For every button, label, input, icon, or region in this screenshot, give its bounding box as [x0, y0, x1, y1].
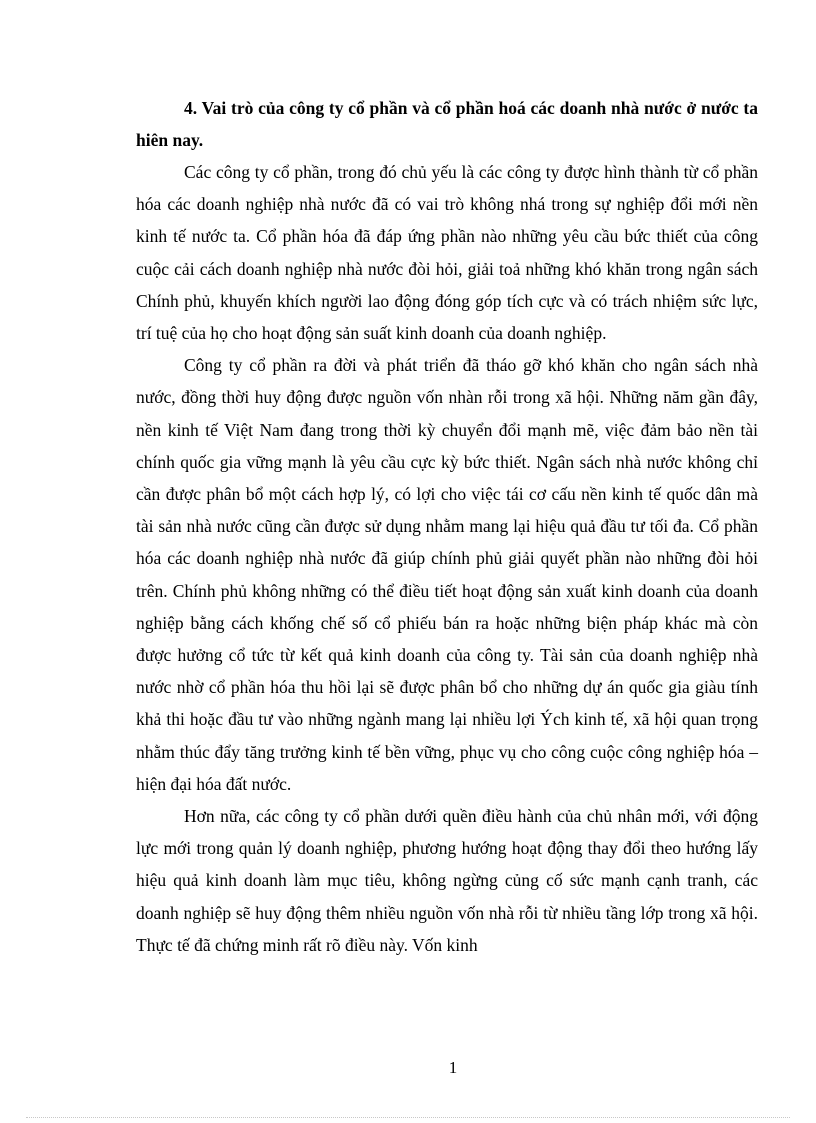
page-number: 1 — [448, 1058, 458, 1077]
page-bottom-rule — [26, 1117, 790, 1118]
paragraph-3: Hơn nữa, các công ty cổ phần dưới quền điều hành của chủ nhân mới, với động lực mới trong quản lý doanh nghiệp, phương hướng hoạt động thay đổi theo hướng lấy hiệu quả kinh doanh làm mục tiêu, không ngừng củng cố sức mạnh cạnh tranh, các doanh nghiệp sẽ huy động thêm nhiều nguồn vốn nhà rỗi từ nhiều tầng lớp trong xã hội. Thực tế đã chứng minh rất rõ điều này. Vốn kinh — [136, 806, 758, 955]
paragraph-1: Các công ty cổ phần, trong đó chủ yếu là các công ty được hình thành từ cổ phần hóa các doanh nghiệp nhà nước đã có vai trò không nhá trong sự nghiệp đổi mới nền kinh tế nước ta. Cổ phần hóa đã đáp ứng phần nào những yêu cầu bức thiết của công cuộc cải cách doanh nghiệp nhà nước đòi hỏi, giải toả những khó khăn trong ngân sách Chính phủ, khuyến khích người lao động đóng góp tích cực và có trách nhiệm sức lực, trí tuệ của họ cho hoạt động sản suất kinh doanh của doanh nghiệp. — [136, 162, 758, 344]
document-body — [136, 92, 758, 961]
paragraph-2: Công ty cổ phần ra đời và phát triển đã tháo gỡ khó khăn cho ngân sách nhà nước, đồng thời huy động được nguồn vốn nhàn rỗi trong xã hội. Những năm gần đây, nền kinh tế Việt Nam đang trong thời kỳ chuyển đổi mạnh mẽ, việc đảm bảo nền tài chính quốc gia vững mạnh là yêu cầu cực kỳ bức thiết. Ngân sách nhà nước không chỉ cần được phân bổ một cách hợp lý, có lợi cho việc tái cơ cấu nền kinh tế quốc dân mà tài sản nhà nước cũng cần được sử dụng nhằm mang lại hiệu quả đầu tư tối đa. Cổ phần hóa các doanh nghiệp nhà nước đã giúp chính phủ giải quyết phần nào những đòi hỏi trên. Chính phủ không những có thể điều tiết hoạt động sản xuất kinh doanh của doanh nghiệp bằng cách khống chế số cổ phiếu bán ra hoặc những biện pháp khác mà còn được hưởng cổ tức từ kết quả kinh doanh của công ty. Tài sản của doanh nghiệp nhà nước nhờ cổ phần hóa thu hồi lại sẽ được phân bổ cho những dự án quốc gia giàu tính khả thi hoặc đầu tư vào những ngành mang lại nhiều lợi Ých kinh tế, xã hội quan trọng nhằm thúc đẩy tăng trưởng kinh tế bền vững, phục vụ cho công cuộc công nghiệp hóa – hiện đại hóa đất nước. — [136, 355, 758, 794]
section-heading: 4. Vai trò của công ty cổ phần và cổ phần hoá các doanh nhà nước ở nước ta hiên nay. — [136, 98, 758, 150]
